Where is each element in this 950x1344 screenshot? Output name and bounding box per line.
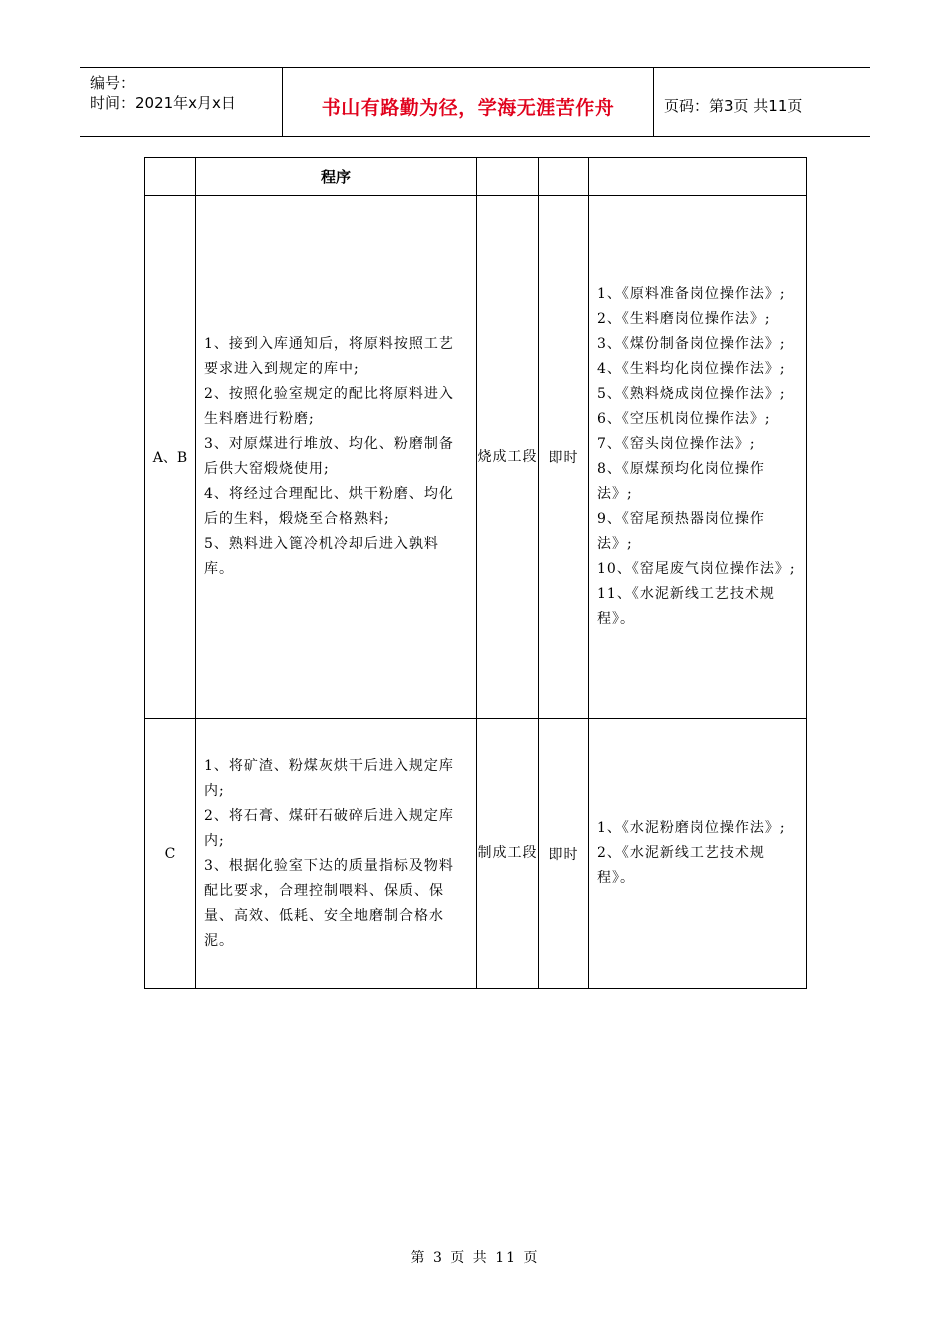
- table-header-procedure: 程序: [196, 158, 477, 196]
- table-row: [145, 719, 807, 989]
- reference-item: 7、《窑头岗位操作法》;: [597, 436, 756, 452]
- table-header-cell: [539, 158, 589, 196]
- reference-item: 4、《生料均化岗位操作法》;: [597, 361, 786, 377]
- reference-item: 1、《水泥粉磨岗位操作法》;: [597, 820, 786, 836]
- reference-item: 2、《生料磨岗位操作法》;: [597, 311, 771, 327]
- row-references: [589, 196, 807, 719]
- table-header-row: [145, 158, 807, 196]
- table-header-cell: [145, 158, 196, 196]
- reference-item: 6、《空压机岗位操作法》;: [597, 411, 771, 427]
- header-slogan-cell: [283, 68, 654, 136]
- row-code: C: [145, 719, 196, 989]
- header-page-cell: [654, 68, 870, 136]
- row-stage: 烧成工段: [477, 196, 539, 719]
- row-steps: [196, 719, 477, 989]
- table-header-cell: [589, 158, 807, 196]
- step-item: 1、接到入库通知后，将原料按照工艺要求进入到规定的库中;: [204, 336, 454, 377]
- page-header: [80, 67, 870, 137]
- header-meta-cell: [80, 68, 283, 136]
- document-date-label: 时间：2021年x月x日: [90, 94, 236, 112]
- reference-item: 2、《水泥新线工艺技术规程》。: [597, 845, 765, 886]
- row-references: [589, 719, 807, 989]
- row-code: A、B: [145, 196, 196, 719]
- reference-item: 5、《熟料烧成岗位操作法》;: [597, 386, 786, 402]
- row-time: 即时: [539, 196, 589, 719]
- step-item: 5、熟料进入篦冷机冷却后进入孰料库。: [204, 536, 439, 577]
- step-item: 1、将矿渣、粉煤灰烘干后进入规定库内;: [204, 757, 454, 799]
- table-row: [145, 196, 807, 719]
- row-time: 即时: [539, 719, 589, 989]
- step-item: 3、根据化验室下达的质量指标及物料配比要求，合理控制喂料、保质、保量、高效、低耗、安全地磨制合格水泥。: [204, 857, 454, 949]
- reference-item: 1、《原料准备岗位操作法》;: [597, 286, 786, 302]
- row-stage: 制成工段: [477, 719, 539, 989]
- reference-item: 8、《原煤预均化岗位操作法》;: [597, 461, 765, 502]
- header-page-info: 页码：第3页 共11页: [664, 97, 803, 115]
- step-item: 2、将石膏、煤矸石破碎后进入规定库内;: [204, 807, 454, 849]
- step-item: 4、将经过合理配比、烘干粉磨、均化后的生料，煅烧至合格熟料;: [204, 486, 454, 527]
- page-footer: 第 3 页 共 11 页: [410, 1250, 540, 1266]
- header-slogan: 书山有路勤为径，学海无涯苦作舟: [321, 97, 615, 119]
- document-number-label: 编号：: [90, 74, 136, 92]
- step-item: 3、对原煤进行堆放、均化、粉磨制备后供大窑煅烧使用;: [204, 436, 454, 477]
- row-steps: [196, 196, 477, 719]
- reference-item: 3、《煤份制备岗位操作法》;: [597, 336, 786, 352]
- step-item: 2、按照化验室规定的配比将原料进入生料磨进行粉磨;: [204, 386, 454, 427]
- table-header-cell: [477, 158, 539, 196]
- reference-item: 10、《窑尾废气岗位操作法》;: [597, 561, 796, 577]
- reference-item: 11、《水泥新线工艺技术规程》。: [597, 586, 775, 627]
- reference-item: 9、《窑尾预热器岗位操作法》;: [597, 511, 765, 552]
- procedure-table: [144, 157, 807, 989]
